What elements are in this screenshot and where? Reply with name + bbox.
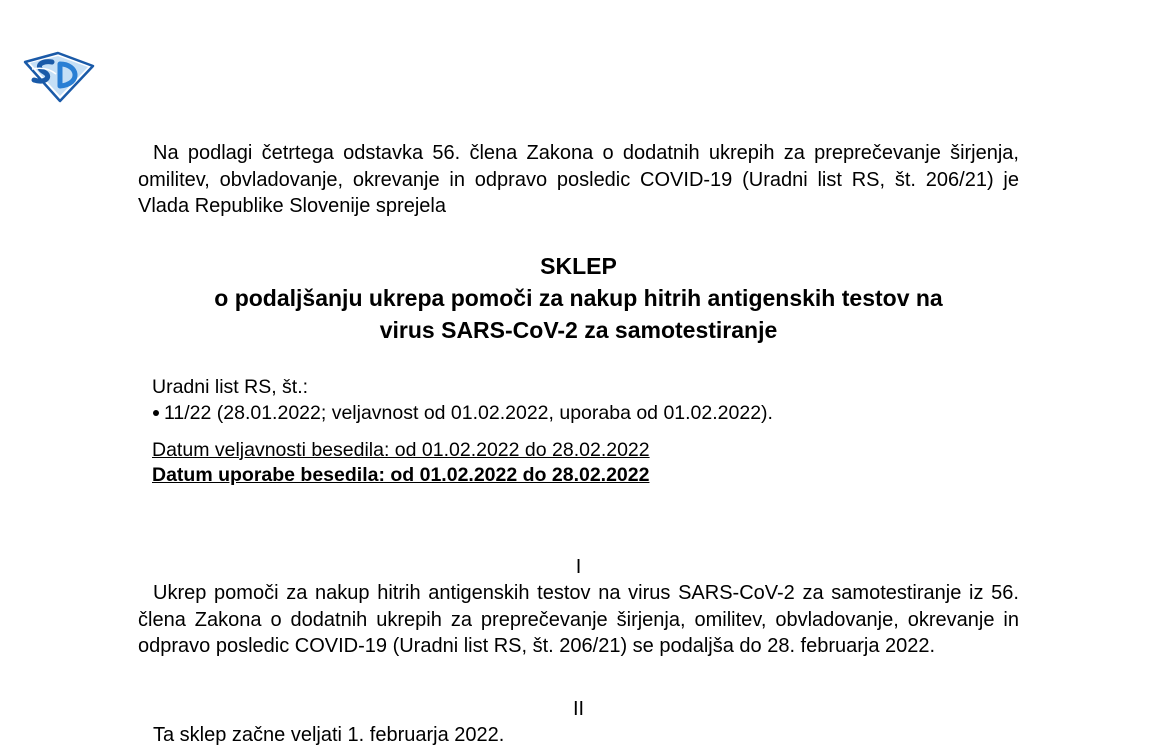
application-date: Datum uporabe besedila: od 01.02.2022 do 28.02.2022 xyxy=(152,463,650,486)
section-number-2: II xyxy=(572,697,585,720)
bullet-icon xyxy=(153,410,159,416)
validity-date: Datum veljavnosti besedila: od 01.02.2022 do 28.02.2022 xyxy=(152,438,650,461)
title-line-1: o podaljšanju ukrepa pomoči za nakup hitrih antigenskih testov na xyxy=(214,284,943,311)
gazette-item-text: 11/22 (28.01.2022; veljavnost od 01.02.2022, uporaba od 01.02.2022). xyxy=(164,401,773,424)
validity-dates xyxy=(138,438,1019,488)
sd-shield-logo-icon xyxy=(22,50,96,104)
title-heading: SKLEP xyxy=(540,252,617,279)
document-title xyxy=(138,250,1019,346)
section-text-2: Ta sklep začne veljati 1. februarja 2022. xyxy=(153,724,505,746)
intro-paragraph: Na podlagi četrtega odstavka 56. člena Zakona o dodatnih ukrepih za preprečevanje širjenja, omilitev, obvladovanje, okrevanje in odpravo posledic COVID-19 (Uradni list RS, št. 206/21) je Vlada Republike Slovenije sprejela xyxy=(138,142,1019,217)
gazette-list-item xyxy=(152,400,1019,426)
gazette-info xyxy=(138,374,1019,426)
title-line-2: virus SARS-CoV-2 za samotestiranje xyxy=(379,316,778,343)
section-text-1: Ukrep pomoči za nakup hitrih antigenskih testov na virus SARS-CoV-2 za samotestiranje iz 56. člena Zakona o dodatnih ukrepih za preprečevanje širjenja, omilitev, obvladovanje, okrevanje in odpravo posledic COVID-19 (Uradni list RS, št. 206/21) se podaljša do 28. februarja 2022. xyxy=(138,582,1019,657)
section-number-1: I xyxy=(575,555,582,578)
gazette-label: Uradni list RS, št.: xyxy=(152,375,309,398)
document-body xyxy=(138,140,1019,749)
